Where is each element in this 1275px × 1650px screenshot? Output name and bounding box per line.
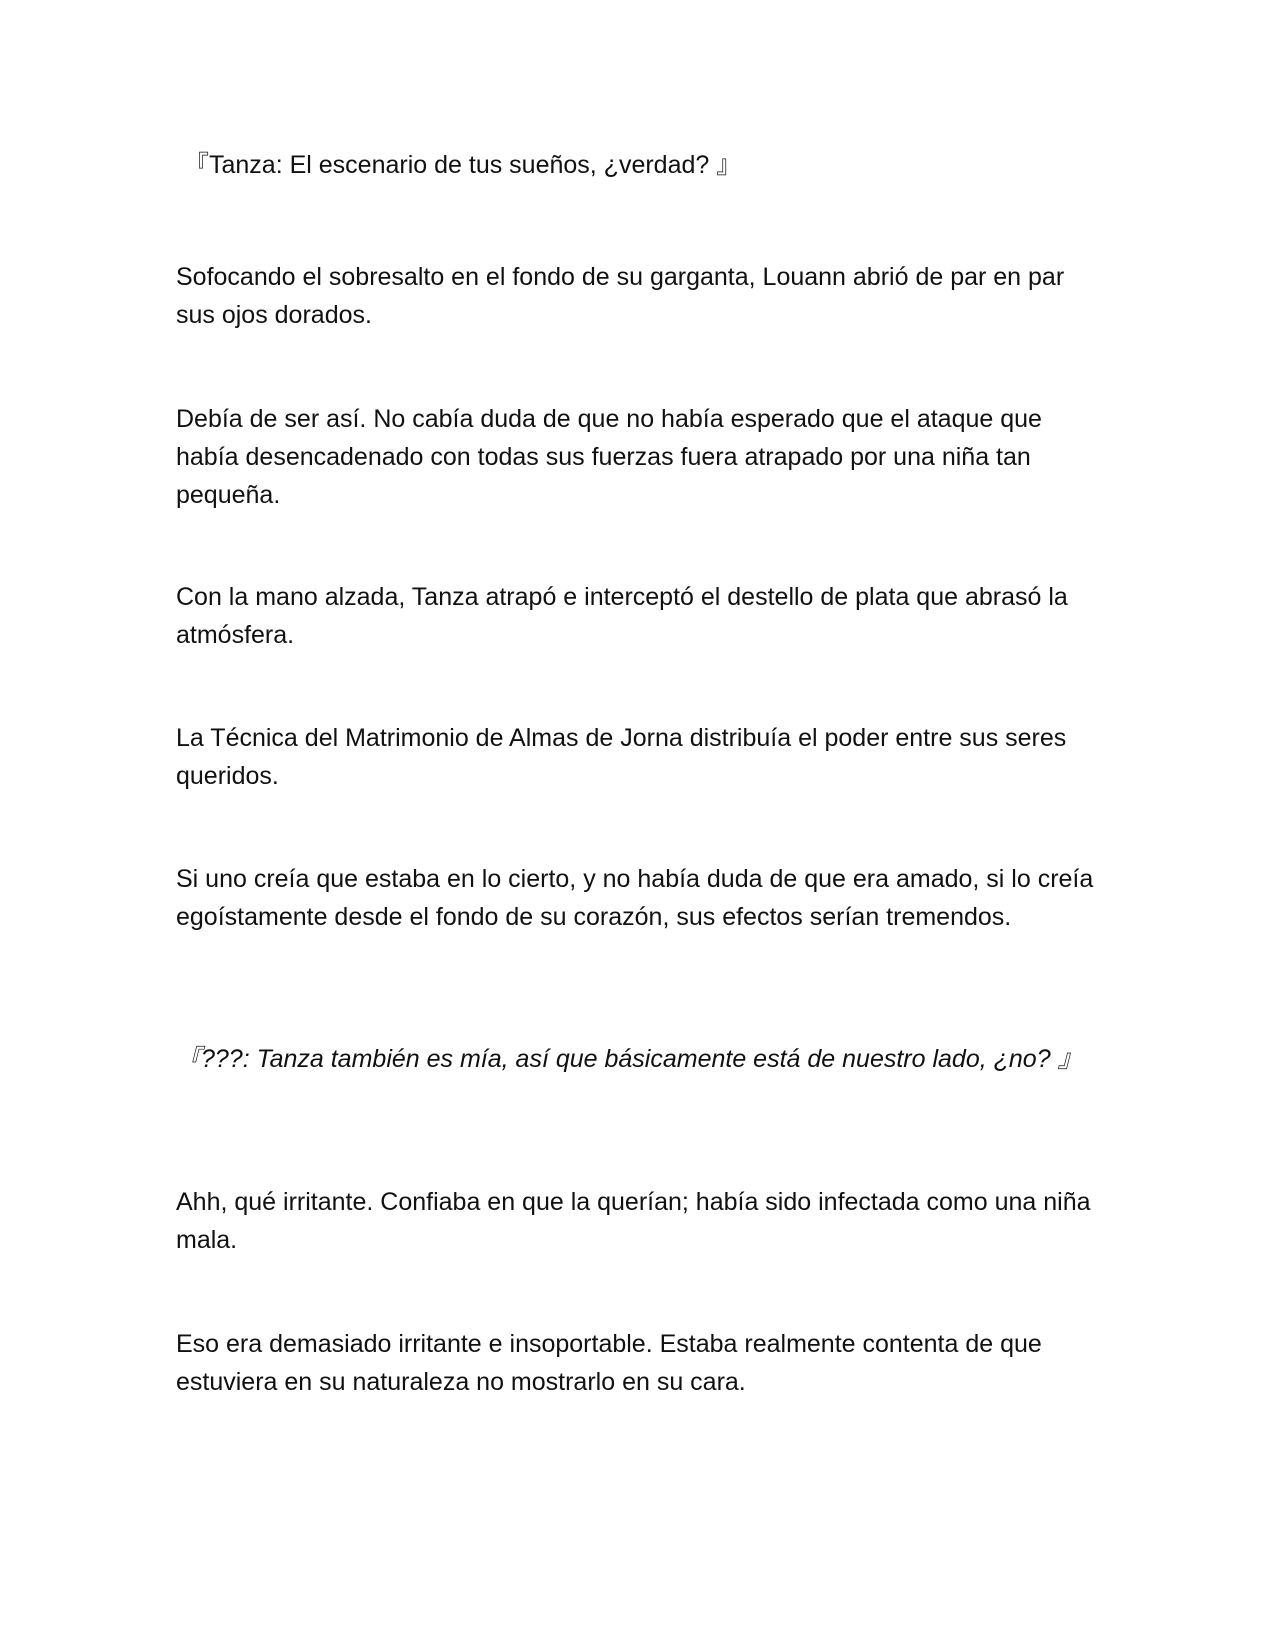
paragraph-7: Ahh, qué irritante. Confiaba en que la querían; había sido infectada como una niña mala. (176, 1188, 1091, 1254)
dialogue-tanza: 『Tanza: El escenario de tus sueños, ¿verdad? 』 (184, 151, 742, 179)
paragraph-5: Si uno creía que estaba en lo cierto, y no había duda de que era amado, si lo creía egoístamente desde el fondo de su corazón, sus efectos serían tremendos. (176, 865, 1094, 931)
paragraph-3: Con la mano alzada, Tanza atrapó e interceptó el destello de plata que abrasó la atmósfera. (176, 583, 1068, 649)
paragraph-2: Debía de ser así. No cabía duda de que no había esperado que el ataque que había desencadenado con todas sus fuerzas fuera atrapado por una niña tan pequeña. (176, 405, 1042, 509)
paragraph-8: Eso era demasiado irritante e insoportable. Estaba realmente contenta de que estuviera en su naturaleza no mostrarlo en su cara. (176, 1330, 1042, 1396)
paragraph-4: La Técnica del Matrimonio de Almas de Jorna distribuía el poder entre sus seres queridos. (176, 724, 1067, 790)
dialogue-unknown: 『???: Tanza también es mía, así que básicamente está de nuestro lado, ¿no? 』 (176, 1045, 1083, 1073)
paragraph-1: Sofocando el sobresalto en el fondo de su garganta, Louann abrió de par en par sus ojos dorados. (176, 263, 1065, 329)
